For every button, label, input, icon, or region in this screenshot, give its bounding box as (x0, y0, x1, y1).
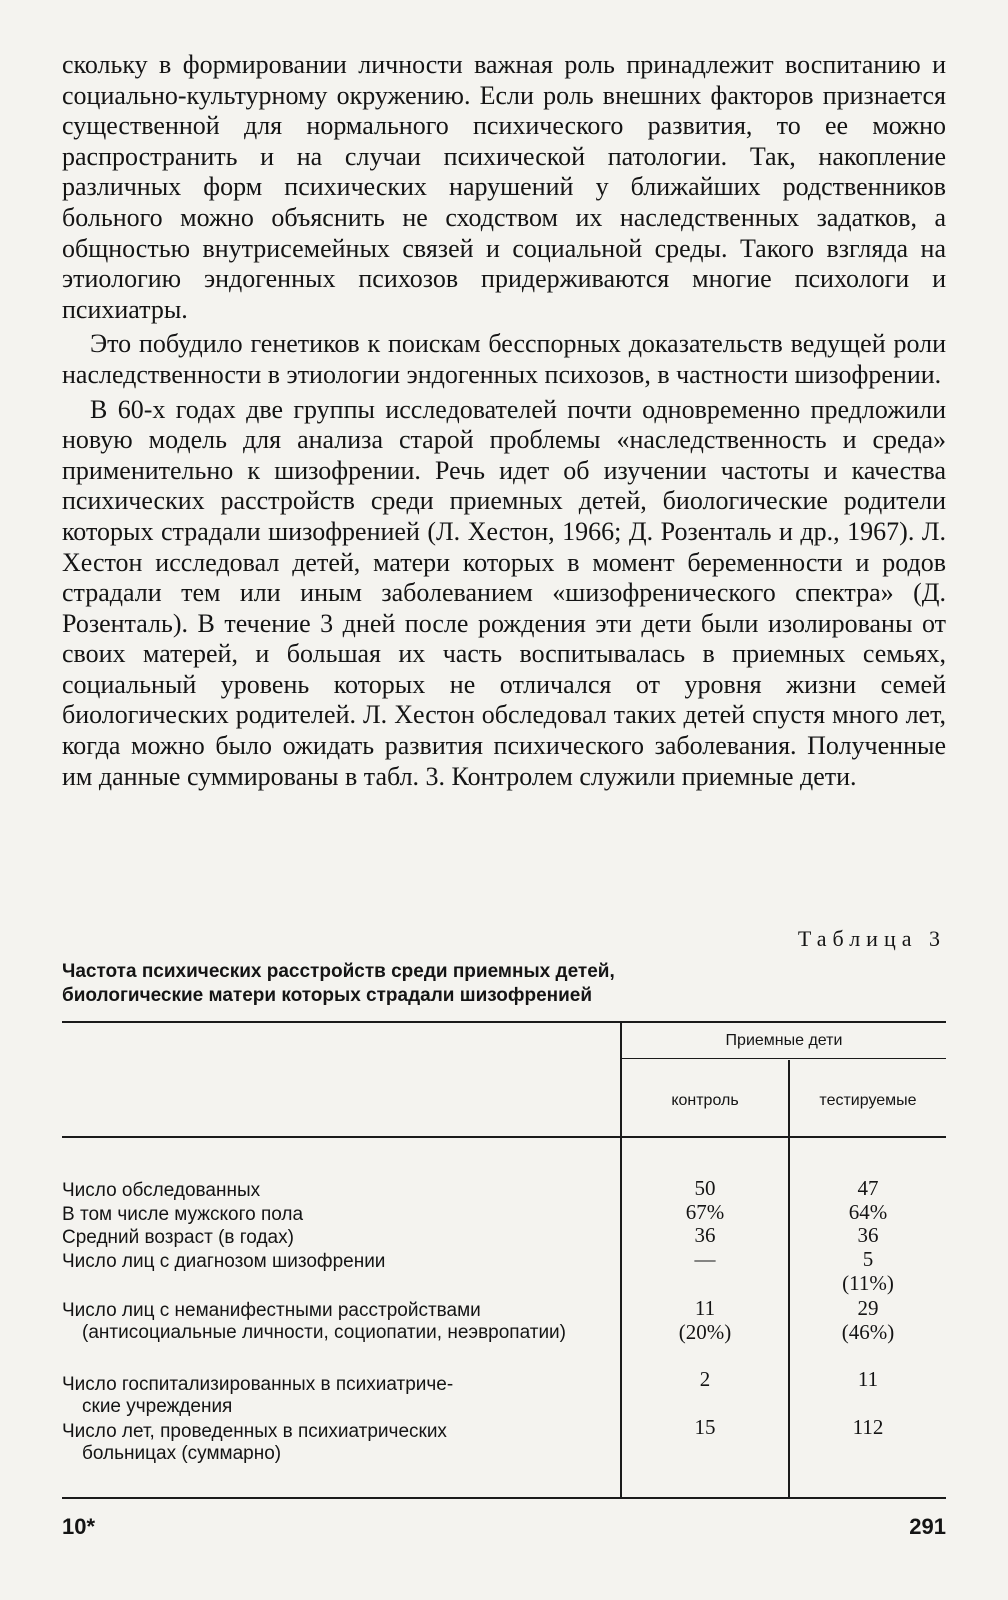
cell-tested: 5 (862, 1247, 874, 1271)
cell-tested: 112 (852, 1415, 884, 1439)
group-header-rule (622, 1058, 946, 1059)
table-top-rule (62, 1021, 946, 1023)
signature-mark: 10* (62, 1514, 96, 1539)
cell-control: 36 (694, 1223, 716, 1247)
header-bottom-rule (62, 1136, 946, 1138)
table-title-line-1: Частота психических расстройств среди приемных детей, (62, 961, 615, 982)
cell-control: — (694, 1247, 716, 1271)
cell-tested: 64% (848, 1200, 888, 1224)
row-label-main: Число лет, проведенных в психиатрических (62, 1421, 447, 1442)
column-header-tested: тестируемые (819, 1092, 917, 1109)
row-label: Число обследованных (62, 1180, 261, 1201)
table-title (62, 960, 946, 1008)
table-title-line-2: биологические матери которых страдали шизофренией (62, 985, 593, 1006)
paragraph-3: В 60-х годах две группы исследователей почти одновременно предложили новую модель для анализа старой проблемы «наследственность и среда» применительно к шизофрении. Речь идет об изучении частоты и качества психических расстройств среди приемных детей, биологические родители которых страдали шизофренией (Л. Хестон, 1966; Д. Розенталь и др., 1967). Л. Хестон исследовал детей, матери которых в момент беременности и родов страдали тем или иным заболеванием «шизофренического спектра» (Д. Розенталь). В течение 3 дней после рождения эти дети были изолированы от своих матерей, и большая их часть воспитывалась в приемных семьях, социальный уровень которых не отличался от уровня жизни семей биологических родителей. Л. Хестон обследовал таких детей спустя много лет, когда можно было ожидать развития психического заболевания. Полученные им данные суммированы в табл. 3. Контролем служили приемные дети. (62, 394, 946, 791)
table-label: Таблица 3 (797, 926, 946, 951)
row-label (62, 1421, 620, 1465)
row-label: Средний возраст (в годах) (62, 1227, 294, 1248)
cell-tested: 36 (857, 1223, 879, 1247)
cell-control: 50 (694, 1176, 716, 1200)
cell-control: 11 (694, 1296, 716, 1320)
row-label-main: Число лиц с неманифестными расстройствами (62, 1300, 481, 1321)
table-bottom-rule (62, 1497, 946, 1499)
cell-control: 15 (694, 1415, 716, 1439)
paragraph-2: Это побудило генетиков к поискам бесспорных доказательств ведущей роли наследственности в этиологии эндогенных психозов, в частности шизофрении. (62, 329, 946, 389)
cell-tested: 29 (857, 1296, 879, 1320)
cell-control: 2 (699, 1367, 711, 1391)
cell-control: 67% (685, 1200, 725, 1224)
row-label: В том числе мужского пола (62, 1204, 304, 1225)
row-label (62, 1374, 620, 1418)
column-header-control: контроль (671, 1092, 739, 1109)
cell-tested-percent: (11%) (842, 1271, 894, 1295)
page-number: 291 (909, 1514, 946, 1539)
row-label-main: Число госпитализированных в психиатриче- (62, 1374, 454, 1395)
row-label-continuation: (антисоциальные личности, социопатии, неэвропатии) (82, 1322, 566, 1343)
group-header: Приемные дети (725, 1032, 843, 1049)
body-text (62, 50, 946, 792)
cell-tested-percent: (46%) (841, 1320, 895, 1344)
cell-tested: 11 (857, 1367, 879, 1391)
cell-tested: 47 (857, 1176, 879, 1200)
row-label: Число лиц с диагнозом шизофрении (62, 1251, 386, 1272)
row-label-continuation: больницах (суммарно) (82, 1443, 282, 1464)
row-label-continuation: ские учреждения (82, 1396, 233, 1417)
cell-control-percent: (20%) (678, 1320, 732, 1344)
paragraph-1: скольку в формировании личности важная роль принадлежит воспитанию и социально-культурному окружению. Если роль внешних факторов признается существенной для нормального психического развития, то ее можно распространить и на случаи психической патологии. Так, накопление различных форм психических нарушений у ближайших родственников больного можно объяснить не сходством их наследственных задатков, а общностью внутрисемейных связей и социальной среды. Такого взгляда на этиологию эндогенных психозов придерживаются многие психологи и психиатры. (62, 50, 946, 324)
row-label (62, 1300, 620, 1344)
